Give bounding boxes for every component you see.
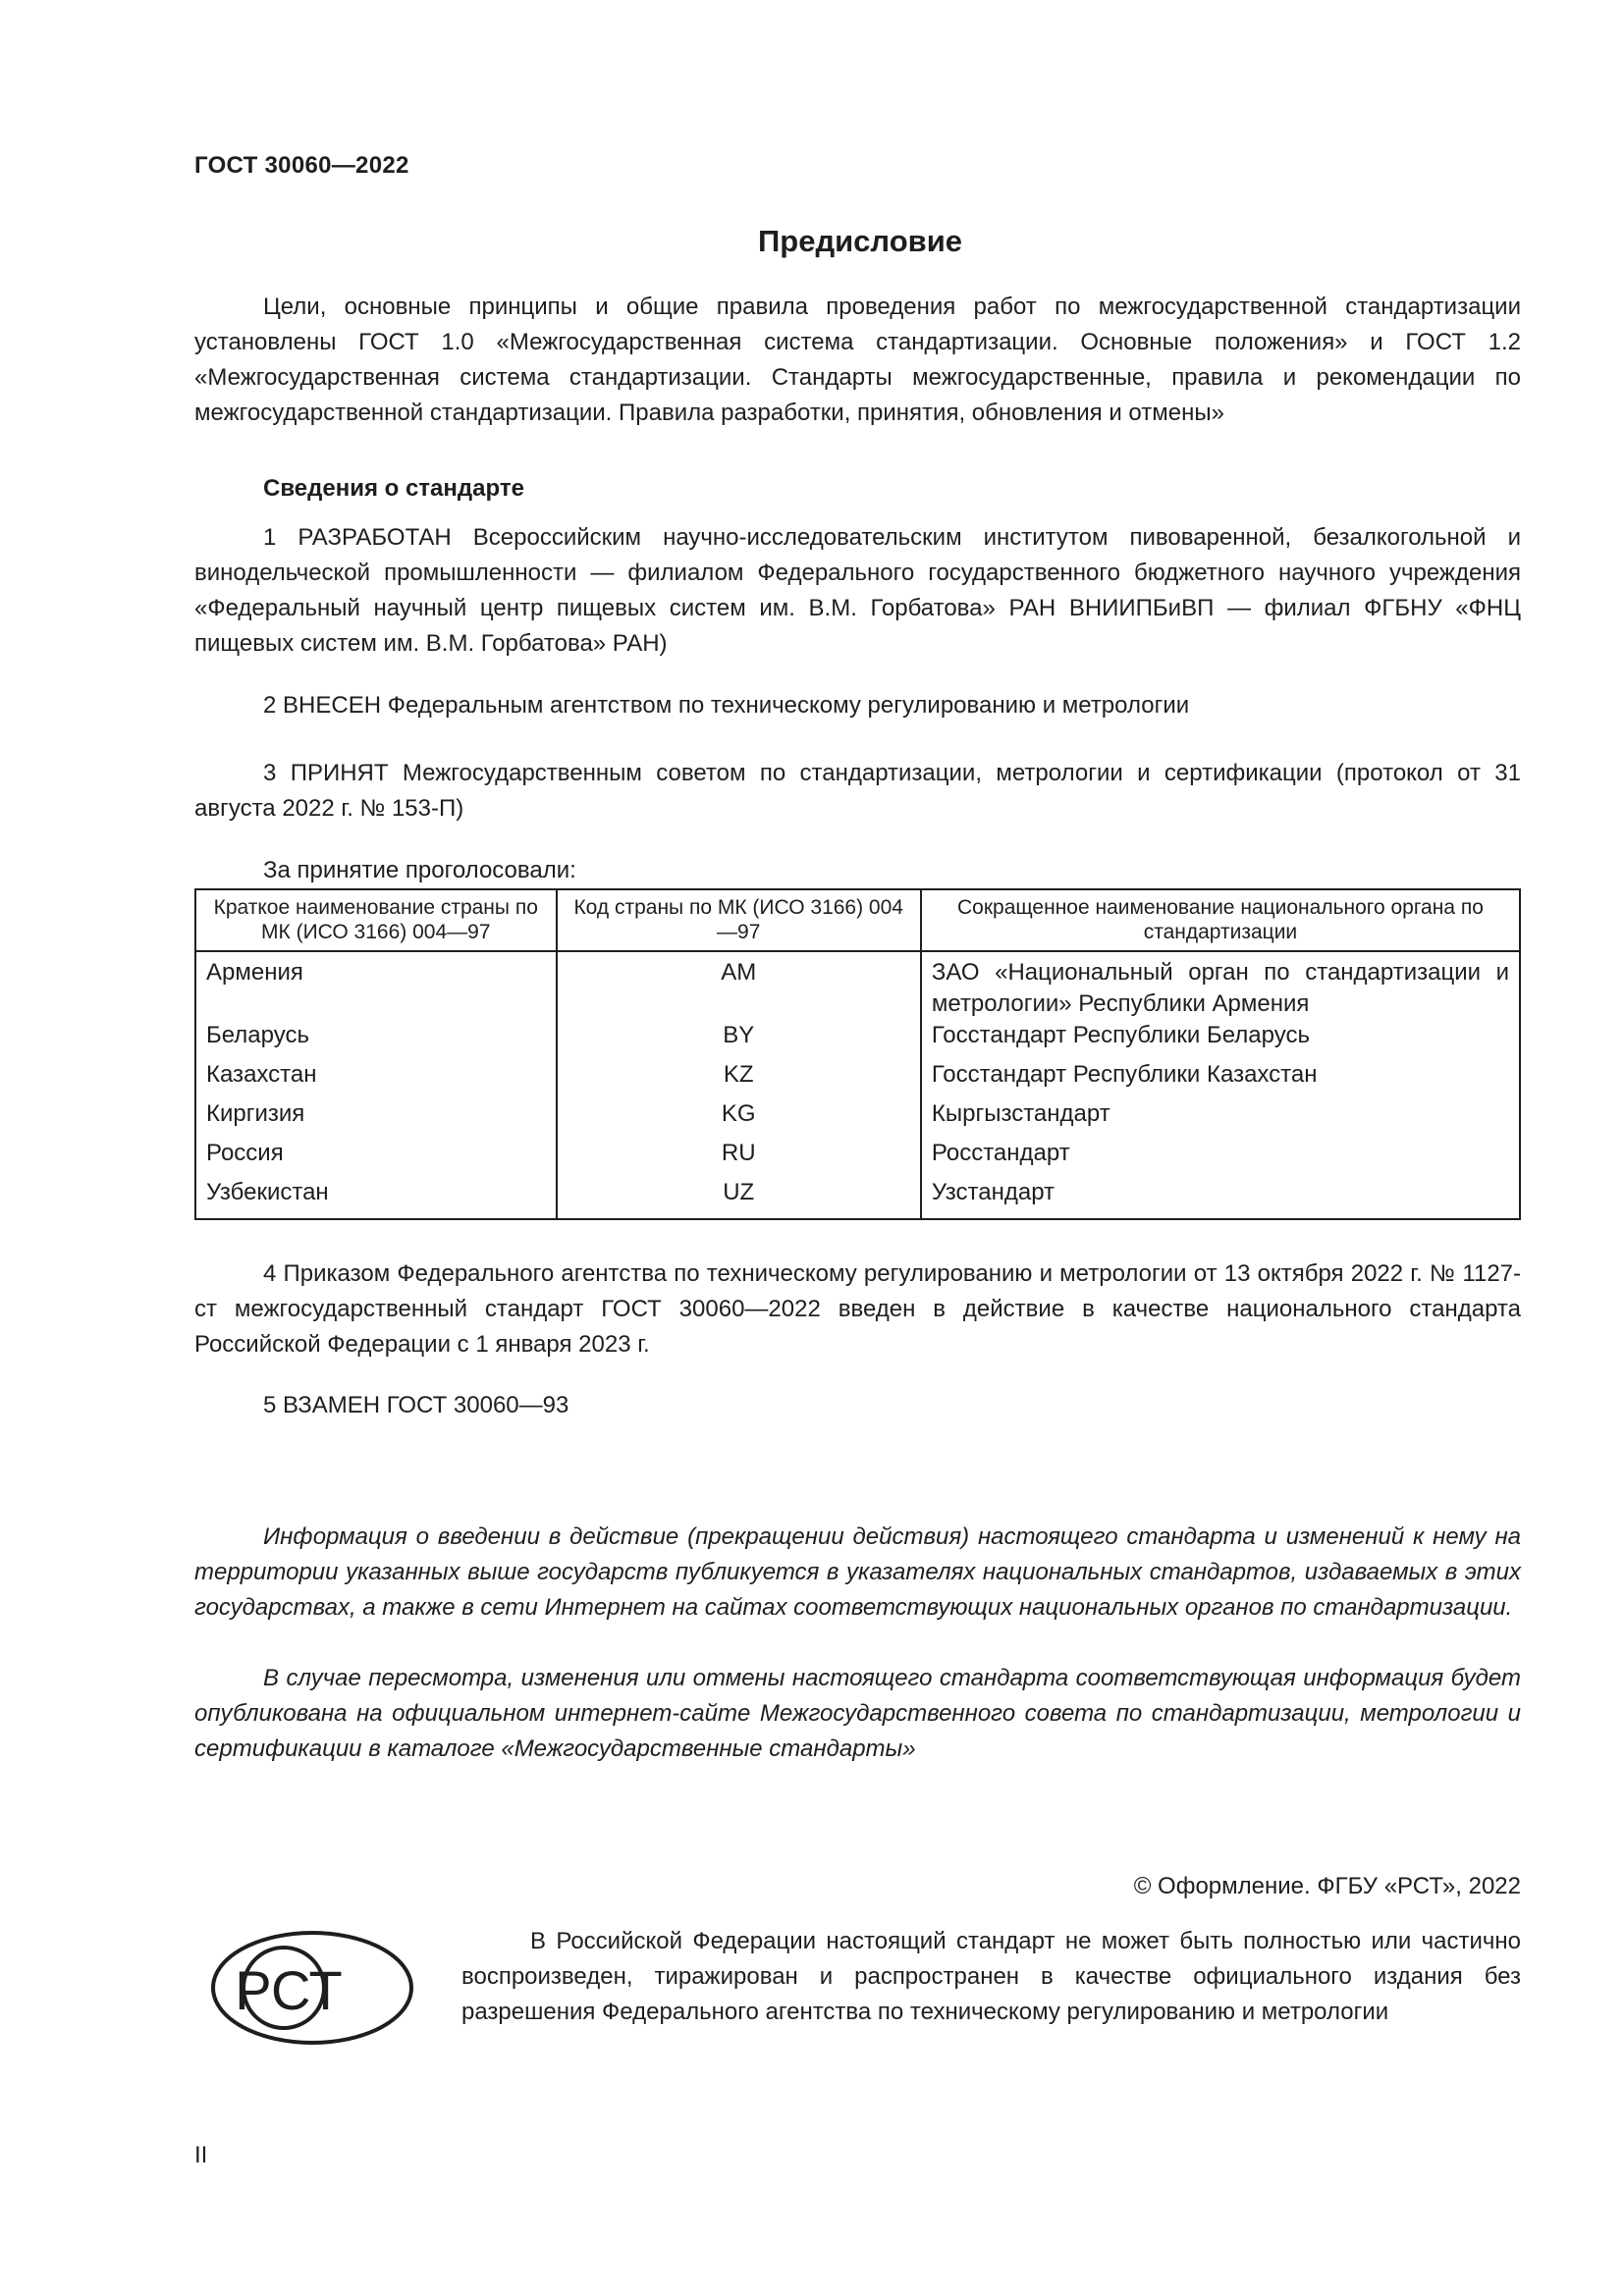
country-cell: Киргизия bbox=[195, 1098, 557, 1138]
code-cell: AM bbox=[557, 951, 921, 1020]
document-id-header: ГОСТ 30060—2022 bbox=[194, 152, 409, 179]
national-body-cell: ЗАО «Национальный орган по стандартизации и метрологии» Республики Армения bbox=[921, 951, 1520, 1020]
code-cell: KG bbox=[557, 1098, 921, 1138]
table-row bbox=[195, 1177, 1520, 1219]
item-5-replaces: 5 ВЗАМЕН ГОСТ 30060—93 bbox=[263, 1392, 569, 1418]
item-2-submitted-by: 2 ВНЕСЕН Федеральным агентством по техническому регулированию и метрологии bbox=[263, 692, 1190, 719]
reproduction-notice: В Российской Федерации настоящий стандарт не может быть полностью или частично воспроизведен, тиражирован и распространен в качестве официального издания без разрешения Федерального агентства по техническому регулированию и метрологии bbox=[461, 1928, 1521, 2025]
item-3-adopted-by: 3 ПРИНЯТ Межгосударственным советом по стандартизации, метрологии и сертификации (протокол от 31 августа 2022 г. № 153-П) bbox=[194, 760, 1521, 822]
page-number: II bbox=[194, 2142, 208, 2168]
note-publication-info: Информация о введении в действие (прекращении действия) настоящего стандарта и изменений к нему на территории указанных выше государств публикуется в указателях национальных стандартов, издаваемых в этих государствах, а также в сети Интернет на сайтах соответствующих национальных органов по стандартизации. bbox=[194, 1523, 1521, 1621]
voted-label: За принятие проголосовали: bbox=[263, 857, 576, 883]
national-body-cell: Госстандарт Республики Беларусь bbox=[921, 1020, 1520, 1059]
table-row bbox=[195, 1020, 1520, 1059]
copyright-notice: © Оформление. ФГБУ «РСТ», 2022 bbox=[1133, 1873, 1521, 1899]
code-cell: KZ bbox=[557, 1059, 921, 1098]
code-cell: UZ bbox=[557, 1177, 921, 1219]
note-revision-info: В случае пересмотра, изменения или отмены настоящего стандарта соответствующая информация будет опубликована на официальном интернет-сайте Межгосударственного совета по стандартизации, метрологии и сертификации в каталоге «Межгосударственные стандарты» bbox=[194, 1665, 1521, 1762]
country-cell: Узбекистан bbox=[195, 1177, 557, 1219]
logo-lettering: РСТ bbox=[235, 1959, 343, 2021]
page-title: Предисловие bbox=[757, 224, 962, 258]
table-row bbox=[195, 1138, 1520, 1177]
column-header-country: Краткое наименование страны по МК (ИСО 3166) 004—97 bbox=[195, 889, 557, 951]
table-header-row bbox=[195, 889, 1520, 951]
table-row bbox=[195, 1098, 1520, 1138]
voting-countries-table bbox=[194, 888, 1521, 1220]
item-4-enacted-by-order: 4 Приказом Федерального агентства по техническому регулированию и метрологии от 13 октября 2022 г. № 1127-ст межгосударственный стандарт ГОСТ 30060—2022 введен в действие в качестве национального стандарта Российской Федерации с 1 января 2023 г. bbox=[194, 1260, 1521, 1358]
item-1-developed-by: 1 РАЗРАБОТАН Всероссийским научно-исследовательским институтом пивоваренной, безалкогольной и винодельческой промышленности — филиалом Федерального государственного бюджетного научного учреждения «Федеральный научный центр пищевых систем им. В.М. Горбатова» РАН ВНИИПБиВП — филиал ФГБНУ «ФНЦ пищевых систем им. В.М. Горбатова» РАН) bbox=[194, 524, 1521, 657]
code-cell: BY bbox=[557, 1020, 921, 1059]
national-body-cell: Госстандарт Республики Казахстан bbox=[921, 1059, 1520, 1098]
preface-intro-paragraph: Цели, основные принципы и общие правила проведения работ по межгосударственной стандартизации установлены ГОСТ 1.0 «Межгосударственная система стандартизации. Основные положения» и ГОСТ 1.2 «Межгосударственная система стандартизации. Стандарты межгосударственные, правила и рекомендации по межгосударственной стандартизации. Правила разработки, принятия, обновления и отмены» bbox=[194, 294, 1521, 426]
pct-certification-mark-icon bbox=[210, 1929, 414, 2047]
column-header-code: Код страны по МК (ИСО 3166) 004—97 bbox=[557, 889, 921, 951]
country-cell: Казахстан bbox=[195, 1059, 557, 1098]
national-body-cell: Кыргызстандарт bbox=[921, 1098, 1520, 1138]
country-cell: Армения bbox=[195, 951, 557, 1020]
country-cell: Беларусь bbox=[195, 1020, 557, 1059]
table-row bbox=[195, 951, 1520, 1020]
national-body-cell: Росстандарт bbox=[921, 1138, 1520, 1177]
code-cell: RU bbox=[557, 1138, 921, 1177]
country-cell: Россия bbox=[195, 1138, 557, 1177]
column-header-national-body: Сокращенное наименование национального органа по стандартизации bbox=[921, 889, 1520, 951]
standard-info-heading: Сведения о стандарте bbox=[263, 475, 524, 502]
national-body-cell: Узстандарт bbox=[921, 1177, 1520, 1219]
table-row bbox=[195, 1059, 1520, 1098]
